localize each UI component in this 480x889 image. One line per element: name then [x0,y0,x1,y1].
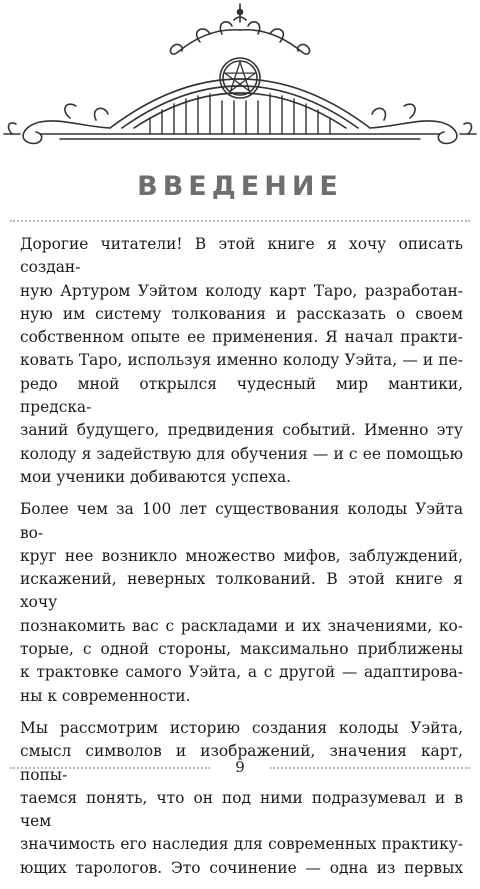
text-line: ющих тарологов. Это сочинение — одна из первых [20,858,463,877]
text-line: колоду я задействую для обучения — и с ее помощью [20,444,463,463]
page-footer [0,757,480,777]
text-line: круг нее возникло множество мифов, заблуждений, [20,546,463,565]
text-line: ковать Таро, используя именно колоду Уэйта, — и пе- [20,351,463,370]
text-line: ны к современности. [20,686,191,705]
text-line: таемся понять, что он под ними подразумевал и в чем [20,788,463,831]
page-number: 9 [235,758,245,776]
text-line: к трактовке самого Уэйта, а с другой — адаптирова- [20,663,463,682]
footer-divider-right [270,767,470,769]
header-ornament [0,0,480,160]
paragraph-1 [20,233,463,489]
text-line: мои ученики добиваются успеха. [20,467,292,486]
text-line: смысл символов и изображений, значения карт, попы- [20,742,463,784]
body-text [20,233,463,889]
text-line: значимость его наследия для современных практику- [20,835,463,854]
text-line: заний будущего, предвидения событий. Именно эту [20,421,463,440]
text-line: Дорогие читатели! В этой книге я хочу описать создан- [20,235,463,277]
paragraph-2 [20,498,463,708]
text-line: собственном опыте ее применения. Я начал практи- [20,328,463,347]
text-line: торые, с одной стороны, максимально приближены [20,640,463,659]
text-line: редо мной открылся чудесный мир мантики, предска- [20,374,463,417]
text-line: ную им систему толкования и рассказать о своем [20,304,463,323]
text-line: Более чем за 100 лет существования колоды Уэйта во- [20,500,463,542]
text-line: познакомить вас с раскладами и их значениями, ко- [20,616,463,635]
chapter-title: ВВЕДЕНИЕ [137,171,343,202]
title-divider [10,220,470,222]
text-line: искажений, неверных толкований. В этой книге я хочу [20,570,463,612]
text-line: Мы рассмотрим историю создания колоды Уэйта, [20,718,463,737]
paragraph-3 [20,717,463,880]
footer-divider-left [10,767,210,769]
text-line: ную Артуром Уэйтом колоду карт Таро, разработан- [20,281,463,300]
